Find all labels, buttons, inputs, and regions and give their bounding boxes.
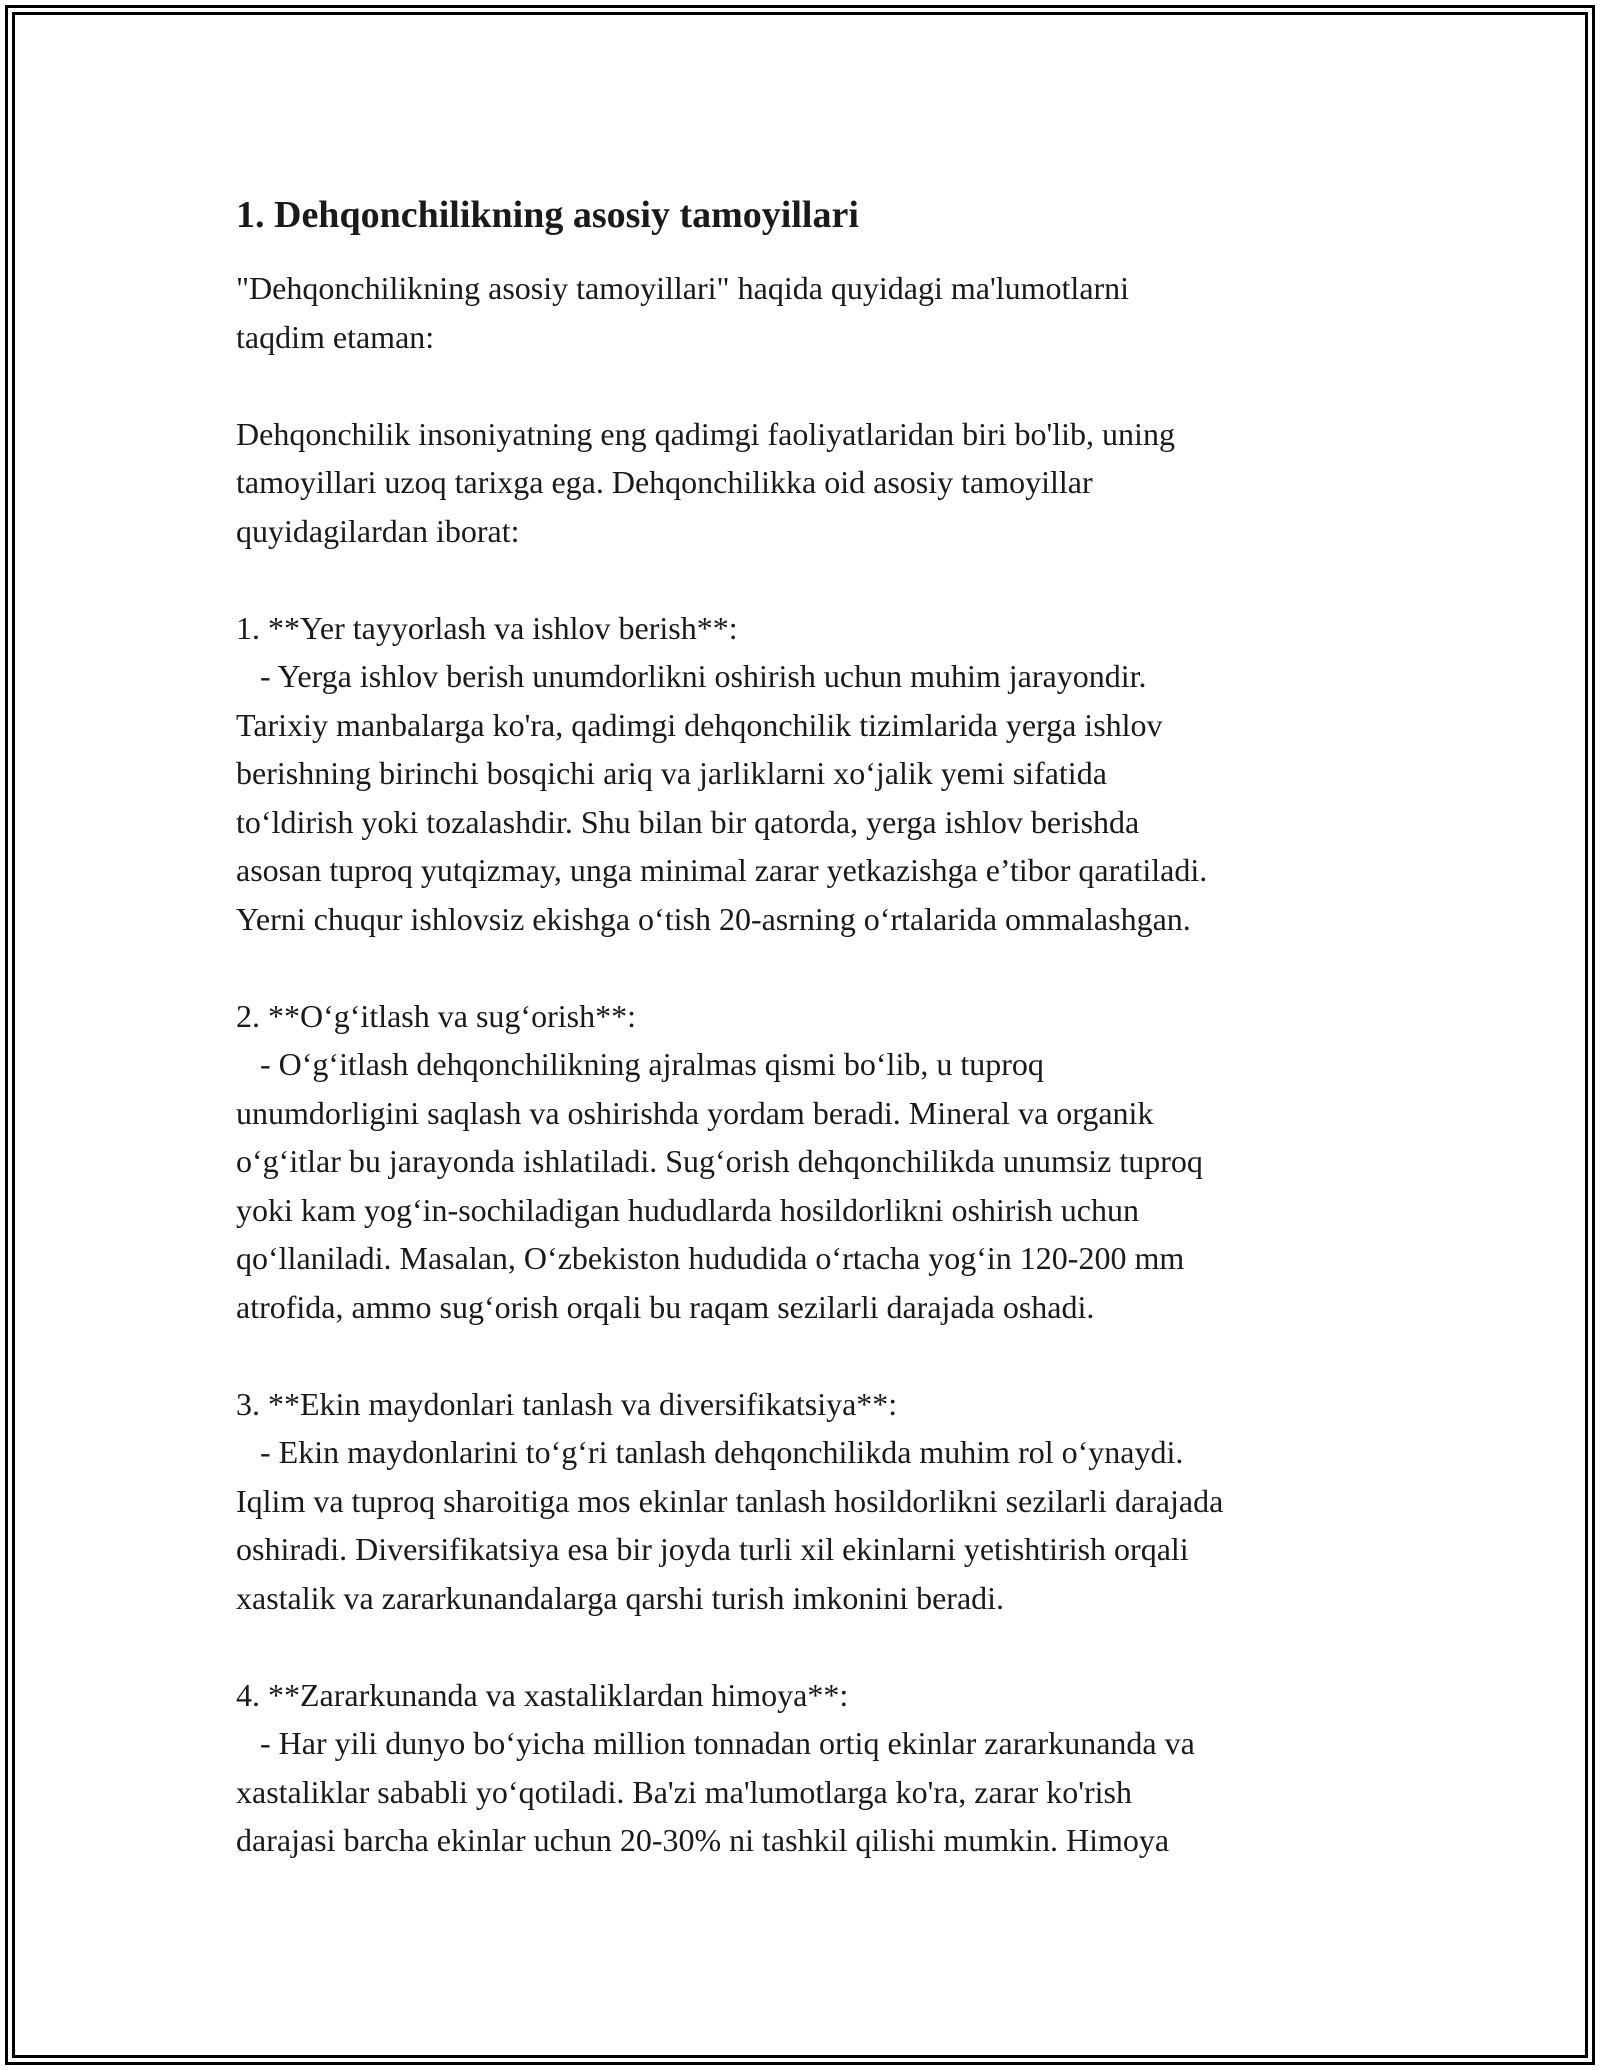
text-line: Dehqonchilik insoniyatning eng qadimgi faoliyatlaridan biri bo'lib, uning <box>236 415 1175 452</box>
text-line: oshiradi. Diversifikatsiya esa bir joyda turli xil ekinlarni yetishtirish orqali <box>236 1531 1189 1567</box>
text-line: atrofida, ammo sug‘orish orqali bu raqam sezilarli darajada oshadi. <box>236 1288 1095 1325</box>
text-line: tamoyillari uzoq tarixga ega. Dehqonchilikka oid asosiy tamoyillar <box>236 464 1093 500</box>
section-heading: 3. **Ekin maydonlari tanlash va diversifikatsiya**: <box>236 1385 898 1422</box>
text-line: Tarixiy manbalarga ko'ra, qadimgi dehqonchilik tizimlarida yerga ishlov <box>236 706 1163 743</box>
section-4 <box>236 1671 1416 1865</box>
text-line: yoki kam yog‘in-sochiladigan hududlarda hosildorlikni oshirish uchun <box>236 1191 1139 1228</box>
text-line: quyidagilardan iborat: <box>236 512 520 549</box>
text-line: darajasi barcha ekinlar uchun 20-30% ni tashkil qilishi mumkin. Himoya <box>236 1822 1170 1858</box>
text-line: qo‘llaniladi. Masalan, O‘zbekiston hududida o‘rtacha yog‘in 120-200 mm <box>236 1240 1185 1276</box>
text-line: to‘ldirish yoki tozalashdir. Shu bilan bir qatorda, yerga ishlov berishda <box>236 803 1140 840</box>
section-heading: 4. **Zararkunanda va xastaliklardan himoya**: <box>236 1676 849 1713</box>
section-1 <box>236 604 1416 944</box>
text-line: berishning birinchi bosqichi ariq va jarliklarni xo‘jalik yemi sifatida <box>236 755 1107 791</box>
text-line: unumdorligini saqlash va oshirishda yordam beradi. Mineral va organik <box>236 1094 1154 1131</box>
overview-paragraph <box>236 410 1416 556</box>
section-heading: 2. **O‘g‘itlash va sug‘orish**: <box>236 997 636 1034</box>
document-title: 1. Dehqonchilikning asosiy tamoyillari <box>236 194 859 236</box>
text-line: xastalik va zararkunandalarga qarshi turish imkonini beradi. <box>236 1579 1005 1616</box>
section-3 <box>236 1380 1416 1623</box>
text-line: - Ekin maydonlarini to‘g‘ri tanlash dehqonchilikda muhim rol o‘ynaydi. <box>236 1434 1184 1470</box>
text-line: "Dehqonchilikning asosiy tamoyillari" haqida quyidagi ma'lumotlarni <box>236 270 1130 306</box>
text-line: xastaliklar sababli yo‘qotiladi. Ba'zi ma'lumotlarga ko'ra, zarar ko'rish <box>236 1773 1132 1810</box>
text-line: - Har yili dunyo bo‘yicha million tonnadan ortiq ekinlar zararkunanda va <box>236 1725 1195 1761</box>
text-line: asosan tuproq yutqizmay, unga minimal zarar yetkazishga e’tibor qaratiladi. <box>236 852 1208 888</box>
text-line: - O‘g‘itlash dehqonchilikning ajralmas qismi bo‘lib, u tuproq <box>236 1046 1044 1082</box>
section-heading: 1. **Yer tayyorlash va ishlov berish**: <box>236 609 738 646</box>
text-line: Iqlim va tuproq sharoitiga mos ekinlar tanlash hosildorlikni sezilarli darajada <box>236 1482 1224 1519</box>
section-2 <box>236 992 1416 1332</box>
text-line: - Yerga ishlov berish unumdorlikni oshirish uchun muhim jarayondir. <box>236 658 1147 694</box>
document-body <box>236 186 1416 1865</box>
intro-paragraph <box>236 264 1416 361</box>
text-line: Yerni chuqur ishlovsiz ekishga o‘tish 20-asrning o‘rtalarida ommalashgan. <box>236 900 1191 937</box>
text-line: o‘g‘itlar bu jarayonda ishlatiladi. Sug‘orish dehqonchilikda unumsiz tuproq <box>236 1143 1203 1179</box>
text-line: taqdim etaman: <box>236 318 435 355</box>
